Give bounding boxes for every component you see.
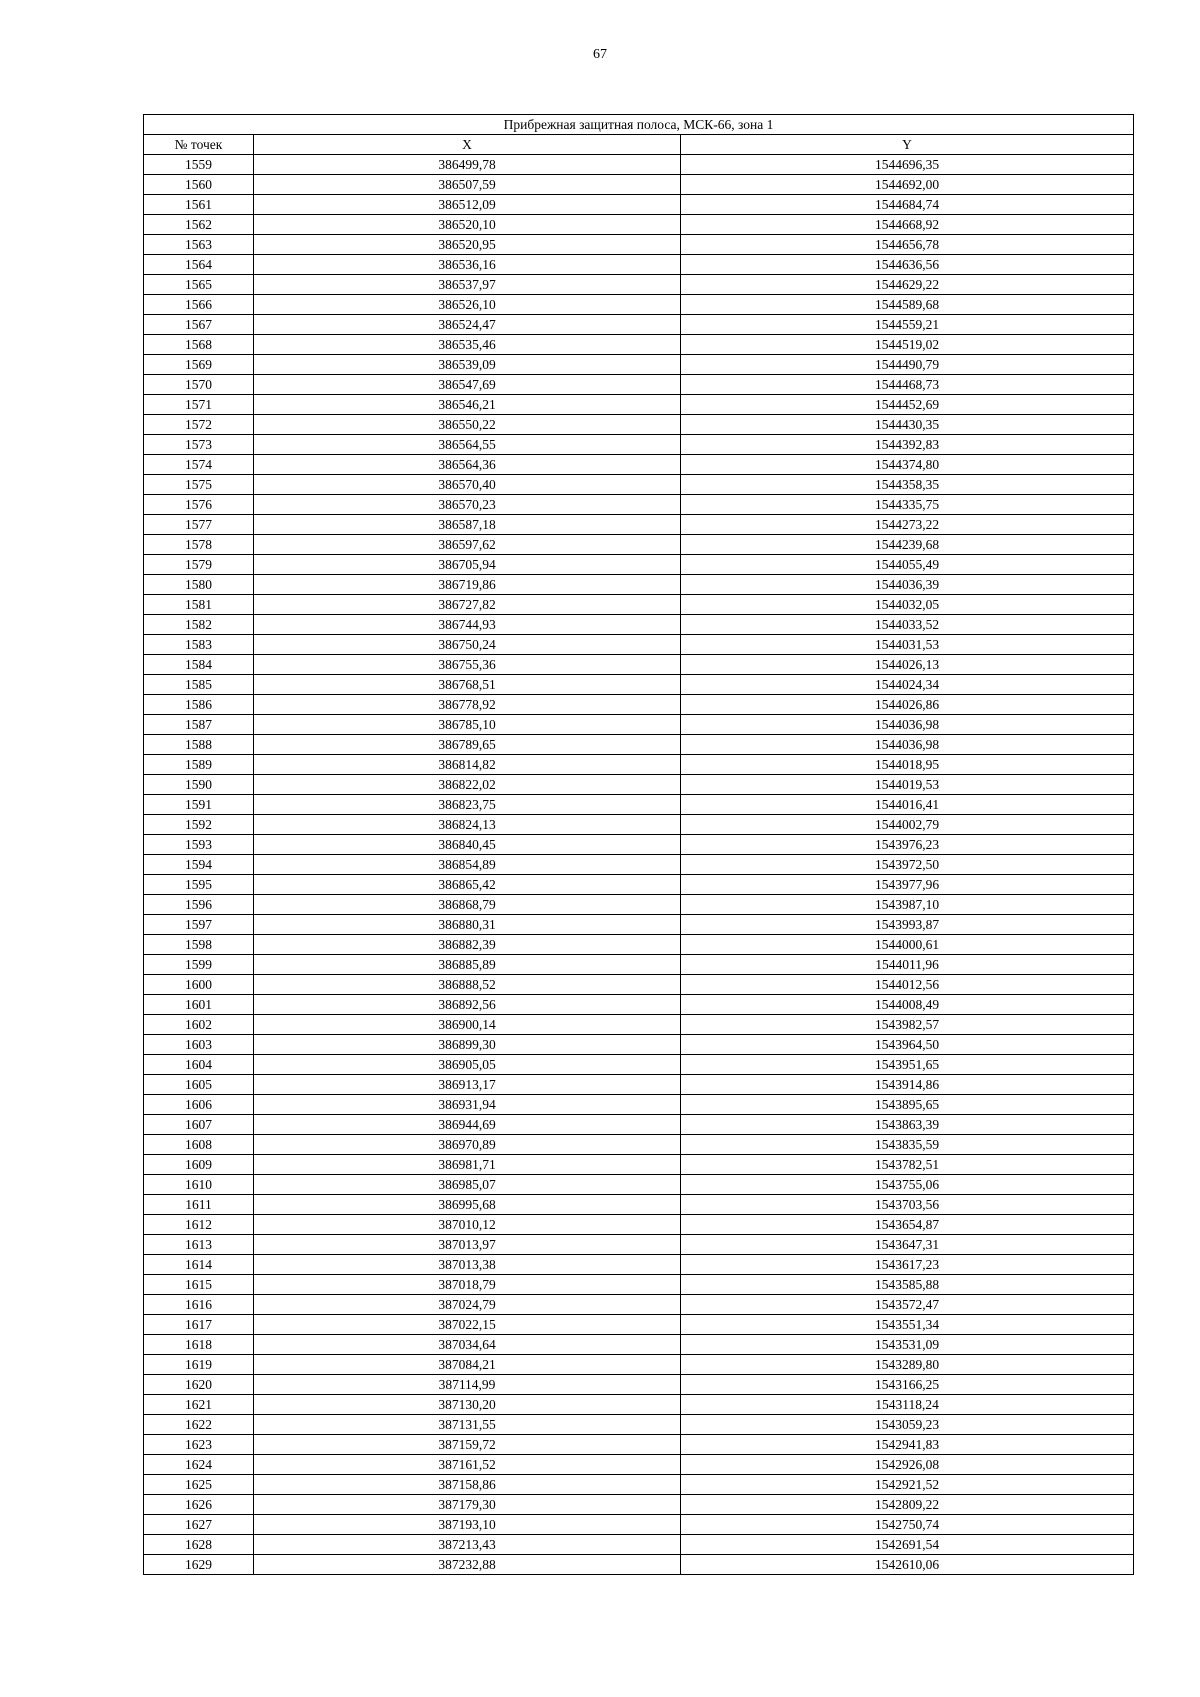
cell-x: 386750,24 (254, 635, 681, 655)
table-row (144, 655, 1134, 675)
table-row (144, 1215, 1134, 1235)
cell-point-number: 1624 (144, 1455, 254, 1475)
cell-y: 1543914,86 (681, 1075, 1134, 1095)
table-row (144, 1495, 1134, 1515)
cell-y: 1544033,52 (681, 615, 1134, 635)
cell-y: 1544055,49 (681, 555, 1134, 575)
cell-x: 386888,52 (254, 975, 681, 995)
cell-x: 386570,40 (254, 475, 681, 495)
cell-y: 1544636,56 (681, 255, 1134, 275)
cell-y: 1543654,87 (681, 1215, 1134, 1235)
cell-x: 386564,55 (254, 435, 681, 455)
table-row (144, 915, 1134, 935)
cell-point-number: 1612 (144, 1215, 254, 1235)
table-row (144, 1415, 1134, 1435)
table-row (144, 1355, 1134, 1375)
cell-point-number: 1563 (144, 235, 254, 255)
cell-point-number: 1564 (144, 255, 254, 275)
table-row (144, 1315, 1134, 1335)
cell-y: 1544392,83 (681, 435, 1134, 455)
table-row (144, 1095, 1134, 1115)
cell-point-number: 1618 (144, 1335, 254, 1355)
table-row (144, 975, 1134, 995)
cell-y: 1544239,68 (681, 535, 1134, 555)
cell-x: 386854,89 (254, 855, 681, 875)
cell-point-number: 1599 (144, 955, 254, 975)
cell-x: 387010,12 (254, 1215, 681, 1235)
cell-y: 1543982,57 (681, 1015, 1134, 1035)
cell-y: 1543972,50 (681, 855, 1134, 875)
table-caption-row (144, 115, 1134, 135)
cell-x: 386564,36 (254, 455, 681, 475)
coordinates-table (143, 114, 1134, 1575)
table-row (144, 795, 1134, 815)
table-row (144, 755, 1134, 775)
table-row (144, 1255, 1134, 1275)
cell-y: 1544273,22 (681, 515, 1134, 535)
header-x: X (254, 135, 681, 155)
cell-point-number: 1585 (144, 675, 254, 695)
table-row (144, 715, 1134, 735)
table-row (144, 1395, 1134, 1415)
cell-x: 386899,30 (254, 1035, 681, 1055)
cell-point-number: 1626 (144, 1495, 254, 1515)
cell-x: 386785,10 (254, 715, 681, 735)
cell-point-number: 1587 (144, 715, 254, 735)
cell-y: 1544008,49 (681, 995, 1134, 1015)
cell-point-number: 1628 (144, 1535, 254, 1555)
table-row (144, 1535, 1134, 1555)
cell-x: 387114,99 (254, 1375, 681, 1395)
table-row (144, 635, 1134, 655)
table-row (144, 1075, 1134, 1095)
cell-y: 1544684,74 (681, 195, 1134, 215)
cell-point-number: 1623 (144, 1435, 254, 1455)
cell-x: 386985,07 (254, 1175, 681, 1195)
table-row (144, 555, 1134, 575)
cell-x: 386931,94 (254, 1095, 681, 1115)
cell-y: 1543863,39 (681, 1115, 1134, 1135)
cell-y: 1544358,35 (681, 475, 1134, 495)
cell-x: 386570,23 (254, 495, 681, 515)
cell-point-number: 1576 (144, 495, 254, 515)
cell-point-number: 1572 (144, 415, 254, 435)
cell-y: 1544629,22 (681, 275, 1134, 295)
cell-x: 386597,62 (254, 535, 681, 555)
cell-x: 386535,46 (254, 335, 681, 355)
cell-x: 387193,10 (254, 1515, 681, 1535)
cell-y: 1544036,39 (681, 575, 1134, 595)
cell-point-number: 1589 (144, 755, 254, 775)
table-row (144, 1435, 1134, 1455)
cell-x: 386824,13 (254, 815, 681, 835)
cell-x: 386885,89 (254, 955, 681, 975)
cell-y: 1543166,25 (681, 1375, 1134, 1395)
cell-point-number: 1609 (144, 1155, 254, 1175)
cell-x: 387161,52 (254, 1455, 681, 1475)
cell-y: 1543782,51 (681, 1155, 1134, 1175)
table-row (144, 1155, 1134, 1175)
table-row (144, 375, 1134, 395)
cell-point-number: 1608 (144, 1135, 254, 1155)
cell-x: 386536,16 (254, 255, 681, 275)
cell-point-number: 1594 (144, 855, 254, 875)
table-row (144, 455, 1134, 475)
cell-y: 1544018,95 (681, 755, 1134, 775)
cell-x: 386880,31 (254, 915, 681, 935)
header-y: Y (681, 135, 1134, 155)
cell-x: 386768,51 (254, 675, 681, 695)
cell-point-number: 1616 (144, 1295, 254, 1315)
cell-y: 1544519,02 (681, 335, 1134, 355)
cell-y: 1542926,08 (681, 1455, 1134, 1475)
table-row (144, 1335, 1134, 1355)
table-row (144, 1475, 1134, 1495)
cell-x: 386546,21 (254, 395, 681, 415)
table-row (144, 815, 1134, 835)
cell-y: 1542750,74 (681, 1515, 1134, 1535)
cell-y: 1544016,41 (681, 795, 1134, 815)
cell-point-number: 1581 (144, 595, 254, 615)
cell-x: 386539,09 (254, 355, 681, 375)
cell-x: 387213,43 (254, 1535, 681, 1555)
cell-x: 386524,47 (254, 315, 681, 335)
cell-y: 1543647,31 (681, 1235, 1134, 1255)
cell-point-number: 1600 (144, 975, 254, 995)
table-row (144, 1115, 1134, 1135)
cell-y: 1544656,78 (681, 235, 1134, 255)
cell-x: 386995,68 (254, 1195, 681, 1215)
cell-y: 1544692,00 (681, 175, 1134, 195)
table-row (144, 475, 1134, 495)
table-row (144, 1375, 1134, 1395)
cell-y: 1544019,53 (681, 775, 1134, 795)
cell-point-number: 1622 (144, 1415, 254, 1435)
cell-x: 386512,09 (254, 195, 681, 215)
cell-x: 387131,55 (254, 1415, 681, 1435)
table-row (144, 775, 1134, 795)
table-row (144, 315, 1134, 335)
cell-y: 1544026,13 (681, 655, 1134, 675)
cell-y: 1542921,52 (681, 1475, 1134, 1495)
cell-x: 386520,95 (254, 235, 681, 255)
cell-y: 1544468,73 (681, 375, 1134, 395)
table-row (144, 275, 1134, 295)
cell-point-number: 1590 (144, 775, 254, 795)
cell-x: 386892,56 (254, 995, 681, 1015)
cell-point-number: 1604 (144, 1055, 254, 1075)
cell-y: 1543059,23 (681, 1415, 1134, 1435)
cell-point-number: 1617 (144, 1315, 254, 1335)
cell-x: 386719,86 (254, 575, 681, 595)
table-row (144, 355, 1134, 375)
cell-y: 1542809,22 (681, 1495, 1134, 1515)
cell-y: 1542610,06 (681, 1555, 1134, 1575)
table-row (144, 935, 1134, 955)
cell-point-number: 1578 (144, 535, 254, 555)
cell-point-number: 1573 (144, 435, 254, 455)
cell-x: 387179,30 (254, 1495, 681, 1515)
cell-x: 386840,45 (254, 835, 681, 855)
header-point-number: № точек (144, 135, 254, 155)
table-row (144, 1055, 1134, 1075)
cell-y: 1544430,35 (681, 415, 1134, 435)
cell-y: 1543531,09 (681, 1335, 1134, 1355)
table-row (144, 1035, 1134, 1055)
cell-x: 386507,59 (254, 175, 681, 195)
cell-x: 386789,65 (254, 735, 681, 755)
table-row (144, 1295, 1134, 1315)
table-row (144, 695, 1134, 715)
cell-x: 386778,92 (254, 695, 681, 715)
table-row (144, 415, 1134, 435)
cell-point-number: 1627 (144, 1515, 254, 1535)
table-caption: Прибрежная защитная полоса, МСК-66, зона 1 (144, 115, 1134, 135)
table-row (144, 175, 1134, 195)
cell-x: 386755,36 (254, 655, 681, 675)
cell-point-number: 1606 (144, 1095, 254, 1115)
cell-point-number: 1593 (144, 835, 254, 855)
table-row (144, 595, 1134, 615)
cell-y: 1544452,69 (681, 395, 1134, 415)
table-row (144, 395, 1134, 415)
cell-point-number: 1561 (144, 195, 254, 215)
table-row (144, 235, 1134, 255)
cell-x: 387013,38 (254, 1255, 681, 1275)
cell-x: 386744,93 (254, 615, 681, 635)
cell-y: 1543987,10 (681, 895, 1134, 915)
cell-y: 1543951,65 (681, 1055, 1134, 1075)
cell-x: 386499,78 (254, 155, 681, 175)
cell-y: 1544335,75 (681, 495, 1134, 515)
cell-x: 387018,79 (254, 1275, 681, 1295)
table-row (144, 955, 1134, 975)
cell-x: 386822,02 (254, 775, 681, 795)
table-row (144, 1135, 1134, 1155)
table-row (144, 675, 1134, 695)
cell-x: 386537,97 (254, 275, 681, 295)
cell-y: 1544490,79 (681, 355, 1134, 375)
cell-point-number: 1577 (144, 515, 254, 535)
cell-x: 386905,05 (254, 1055, 681, 1075)
table-row (144, 435, 1134, 455)
table-row (144, 1235, 1134, 1255)
cell-y: 1543572,47 (681, 1295, 1134, 1315)
cell-x: 386814,82 (254, 755, 681, 775)
table-row (144, 615, 1134, 635)
cell-y: 1544000,61 (681, 935, 1134, 955)
cell-point-number: 1629 (144, 1555, 254, 1575)
cell-x: 387084,21 (254, 1355, 681, 1375)
cell-point-number: 1579 (144, 555, 254, 575)
table-row (144, 1515, 1134, 1535)
table-row (144, 1195, 1134, 1215)
cell-y: 1543703,56 (681, 1195, 1134, 1215)
cell-point-number: 1611 (144, 1195, 254, 1215)
cell-x: 386900,14 (254, 1015, 681, 1035)
cell-point-number: 1607 (144, 1115, 254, 1135)
cell-x: 386865,42 (254, 875, 681, 895)
cell-y: 1543551,34 (681, 1315, 1134, 1335)
table-row (144, 255, 1134, 275)
cell-point-number: 1582 (144, 615, 254, 635)
cell-x: 386727,82 (254, 595, 681, 615)
cell-point-number: 1615 (144, 1275, 254, 1295)
cell-point-number: 1621 (144, 1395, 254, 1415)
table-row (144, 1015, 1134, 1035)
cell-point-number: 1565 (144, 275, 254, 295)
cell-x: 386913,17 (254, 1075, 681, 1095)
cell-x: 386944,69 (254, 1115, 681, 1135)
cell-y: 1544026,86 (681, 695, 1134, 715)
cell-x: 387024,79 (254, 1295, 681, 1315)
cell-y: 1543964,50 (681, 1035, 1134, 1055)
cell-x: 387232,88 (254, 1555, 681, 1575)
cell-point-number: 1575 (144, 475, 254, 495)
cell-point-number: 1610 (144, 1175, 254, 1195)
table-row (144, 575, 1134, 595)
cell-y: 1543977,96 (681, 875, 1134, 895)
table-row (144, 835, 1134, 855)
cell-y: 1544036,98 (681, 715, 1134, 735)
cell-point-number: 1567 (144, 315, 254, 335)
cell-point-number: 1570 (144, 375, 254, 395)
table-row (144, 495, 1134, 515)
table-row (144, 855, 1134, 875)
cell-x: 386823,75 (254, 795, 681, 815)
cell-y: 1544024,34 (681, 675, 1134, 695)
cell-x: 387034,64 (254, 1335, 681, 1355)
cell-x: 386868,79 (254, 895, 681, 915)
table-row (144, 195, 1134, 215)
cell-y: 1544011,96 (681, 955, 1134, 975)
cell-x: 386520,10 (254, 215, 681, 235)
table-row (144, 295, 1134, 315)
cell-point-number: 1583 (144, 635, 254, 655)
cell-x: 386587,18 (254, 515, 681, 535)
cell-point-number: 1586 (144, 695, 254, 715)
cell-x: 386550,22 (254, 415, 681, 435)
cell-y: 1543835,59 (681, 1135, 1134, 1155)
cell-point-number: 1591 (144, 795, 254, 815)
cell-point-number: 1568 (144, 335, 254, 355)
table-body (144, 155, 1134, 1575)
cell-x: 386526,10 (254, 295, 681, 315)
cell-x: 386547,69 (254, 375, 681, 395)
cell-point-number: 1595 (144, 875, 254, 895)
cell-point-number: 1614 (144, 1255, 254, 1275)
cell-x: 387158,86 (254, 1475, 681, 1495)
cell-point-number: 1574 (144, 455, 254, 475)
table-row (144, 535, 1134, 555)
cell-y: 1543118,24 (681, 1395, 1134, 1415)
cell-x: 387159,72 (254, 1435, 681, 1455)
cell-point-number: 1584 (144, 655, 254, 675)
cell-y: 1544374,80 (681, 455, 1134, 475)
cell-point-number: 1562 (144, 215, 254, 235)
table-row (144, 1275, 1134, 1295)
table-row (144, 1555, 1134, 1575)
cell-y: 1542941,83 (681, 1435, 1134, 1455)
cell-point-number: 1613 (144, 1235, 254, 1255)
cell-y: 1544012,56 (681, 975, 1134, 995)
table-row (144, 1175, 1134, 1195)
table-row (144, 1455, 1134, 1475)
table-header-row (144, 135, 1134, 155)
cell-y: 1542691,54 (681, 1535, 1134, 1555)
cell-point-number: 1598 (144, 935, 254, 955)
table-row (144, 515, 1134, 535)
cell-x: 386981,71 (254, 1155, 681, 1175)
cell-y: 1543976,23 (681, 835, 1134, 855)
cell-point-number: 1596 (144, 895, 254, 915)
cell-point-number: 1592 (144, 815, 254, 835)
cell-y: 1544589,68 (681, 295, 1134, 315)
cell-point-number: 1588 (144, 735, 254, 755)
cell-y: 1544559,21 (681, 315, 1134, 335)
cell-y: 1544696,35 (681, 155, 1134, 175)
cell-x: 387022,15 (254, 1315, 681, 1335)
cell-point-number: 1605 (144, 1075, 254, 1095)
cell-point-number: 1603 (144, 1035, 254, 1055)
cell-y: 1543617,23 (681, 1255, 1134, 1275)
cell-point-number: 1559 (144, 155, 254, 175)
cell-x: 386705,94 (254, 555, 681, 575)
cell-point-number: 1569 (144, 355, 254, 375)
cell-x: 386970,89 (254, 1135, 681, 1155)
cell-point-number: 1580 (144, 575, 254, 595)
cell-y: 1543895,65 (681, 1095, 1134, 1115)
table-row (144, 335, 1134, 355)
cell-y: 1543289,80 (681, 1355, 1134, 1375)
cell-point-number: 1571 (144, 395, 254, 415)
cell-point-number: 1619 (144, 1355, 254, 1375)
cell-x: 386882,39 (254, 935, 681, 955)
cell-y: 1543585,88 (681, 1275, 1134, 1295)
table-row (144, 155, 1134, 175)
cell-x: 387013,97 (254, 1235, 681, 1255)
cell-point-number: 1620 (144, 1375, 254, 1395)
cell-point-number: 1602 (144, 1015, 254, 1035)
cell-y: 1544668,92 (681, 215, 1134, 235)
cell-y: 1544032,05 (681, 595, 1134, 615)
cell-point-number: 1560 (144, 175, 254, 195)
cell-y: 1544002,79 (681, 815, 1134, 835)
table-row (144, 215, 1134, 235)
table-row (144, 875, 1134, 895)
cell-y: 1543993,87 (681, 915, 1134, 935)
cell-y: 1544036,98 (681, 735, 1134, 755)
cell-point-number: 1601 (144, 995, 254, 1015)
cell-y: 1544031,53 (681, 635, 1134, 655)
cell-point-number: 1566 (144, 295, 254, 315)
table-row (144, 995, 1134, 1015)
table-row (144, 735, 1134, 755)
cell-point-number: 1597 (144, 915, 254, 935)
page-number: 67 (593, 47, 607, 62)
table-row (144, 895, 1134, 915)
cell-point-number: 1625 (144, 1475, 254, 1495)
cell-y: 1543755,06 (681, 1175, 1134, 1195)
cell-x: 387130,20 (254, 1395, 681, 1415)
